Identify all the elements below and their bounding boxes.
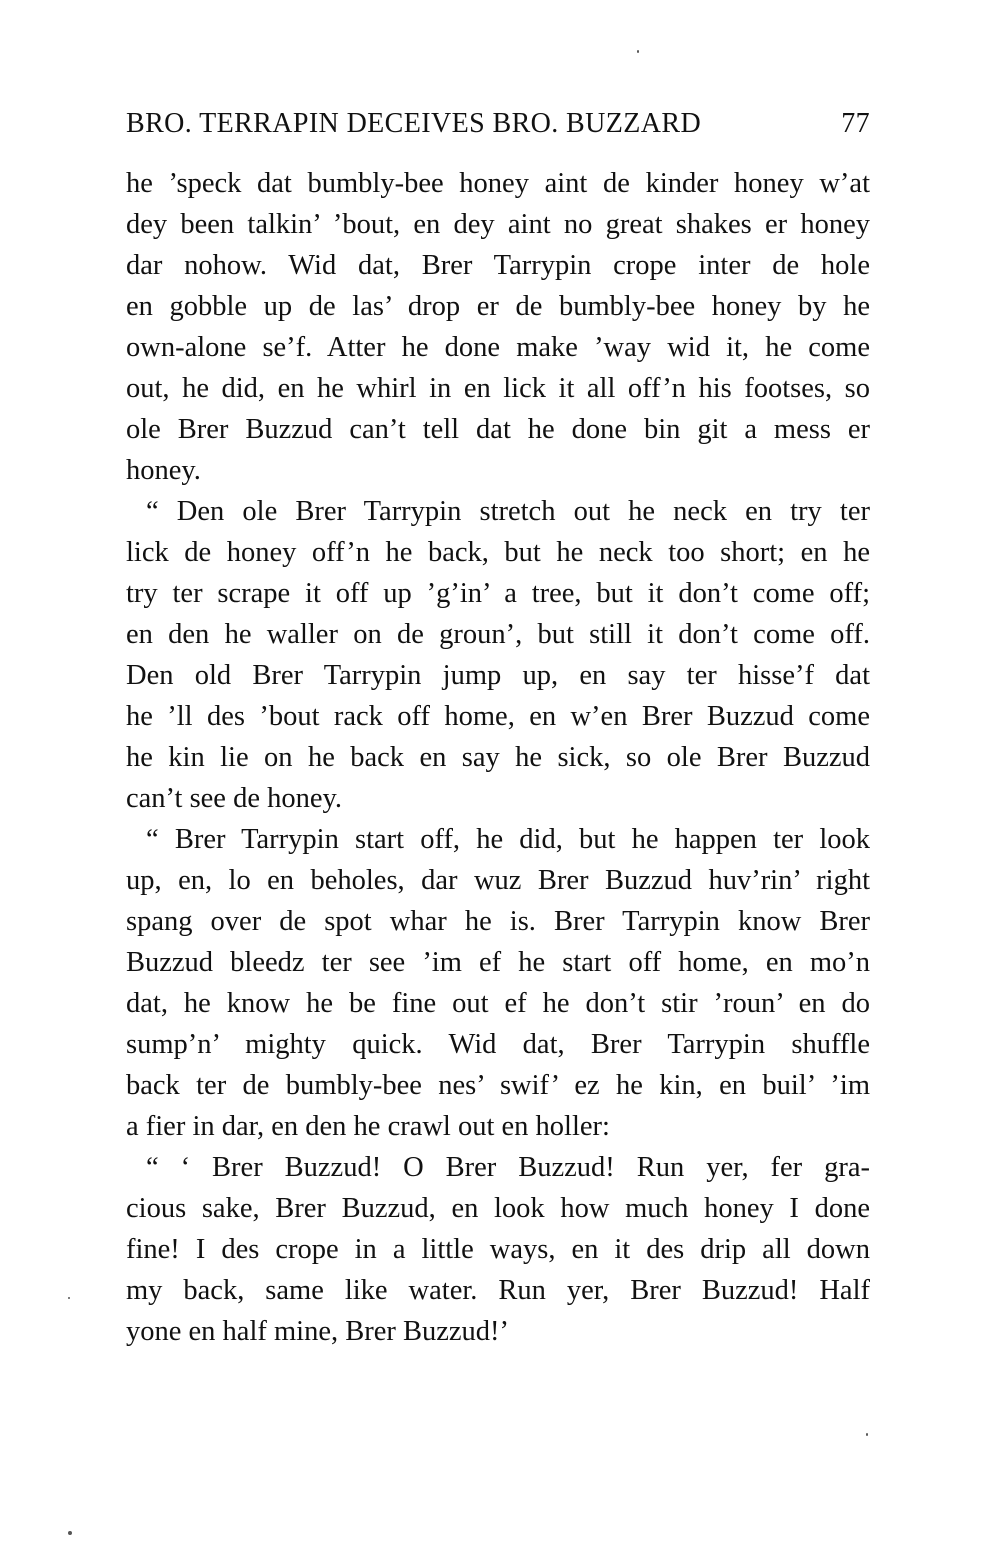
scan-speck [68,1531,72,1535]
scan-speck [637,50,639,53]
text-line: Den old Brer Tarrypin jump up, en say ter hisse’f dat [126,660,870,691]
paragraph [126,163,870,491]
text-line: a fier in dar, en den he crawl out en holler: [126,1111,610,1142]
text-line: back ter de bumbly-bee nes’ swif’ ez he kin, en buil’ ’im [126,1070,870,1101]
text-line: en den he waller on de groun’, but still it don’t come off. [126,619,870,650]
text-line: dar nohow. Wid dat, Brer Tarrypin crope inter de hole [126,250,870,281]
text-line: own-alone se’f. Atter he done make ’way wid it, he come [126,332,870,363]
text-line: can’t see de honey. [126,783,343,814]
text-line: lick de honey off’n he back, but he neck too short; en he [126,537,870,568]
text-line: “ ‘ Brer Buzzud! O Brer Buzzud! Run yer, fer gra- [146,1152,870,1183]
running-head [126,108,870,152]
body-text [126,163,870,1352]
text-line: sump’n’ mighty quick. Wid dat, Brer Tarrypin shuffle [126,1029,870,1060]
text-line: Buzzud bleedz ter see ’im ef he start off home, en mo’n [126,947,870,978]
text-line: up, en, lo en beholes, dar wuz Brer Buzzud huv’rin’ right [126,865,870,896]
chapter-title: BRO. TERRAPIN DECEIVES BRO. BUZZARD [126,108,702,139]
text-line: fine! I des crope in a little ways, en it des drip all down [126,1234,870,1265]
paragraph [126,491,870,819]
text-line: dat, he know he be fine out ef he don’t stir ’roun’ en do [126,988,870,1019]
text-line: try ter scrape it off up ’g’in’ a tree, but it don’t come off; [126,578,870,609]
paragraph [126,1147,870,1352]
scan-speck [866,1433,868,1436]
text-line: my back, same like water. Run yer, Brer Buzzud! Half [126,1275,870,1306]
text-line: spang over de spot whar he is. Brer Tarrypin know Brer [126,906,870,937]
text-line: he ’ll des ’bout rack off home, en w’en Brer Buzzud come [126,701,870,732]
page-number: 77 [841,108,870,139]
text-line: dey been talkin’ ’bout, en dey aint no great shakes er honey [126,209,870,240]
text-line: cious sake, Brer Buzzud, en look how much honey I done [126,1193,870,1224]
text-line: “ Brer Tarrypin start off, he did, but he happen ter look [146,824,870,855]
text-line: “ Den ole Brer Tarrypin stretch out he neck en try ter [146,496,870,527]
text-line: ole Brer Buzzud can’t tell dat he done bin git a mess er [126,414,870,445]
text-line: out, he did, en he whirl in en lick it all off’n his footses, so [126,373,870,404]
text-line: en gobble up de las’ drop er de bumbly-bee honey by he [126,291,870,322]
paragraph [126,819,870,1147]
scan-speck [68,1297,70,1299]
text-line: he kin lie on he back en say he sick, so ole Brer Buzzud [126,742,870,773]
text-line: yone en half mine, Brer Buzzud!’ [126,1316,510,1347]
text-line: honey. [126,455,201,486]
text-line: he ’speck dat bumbly-bee honey aint de kinder honey w’at [126,168,870,199]
